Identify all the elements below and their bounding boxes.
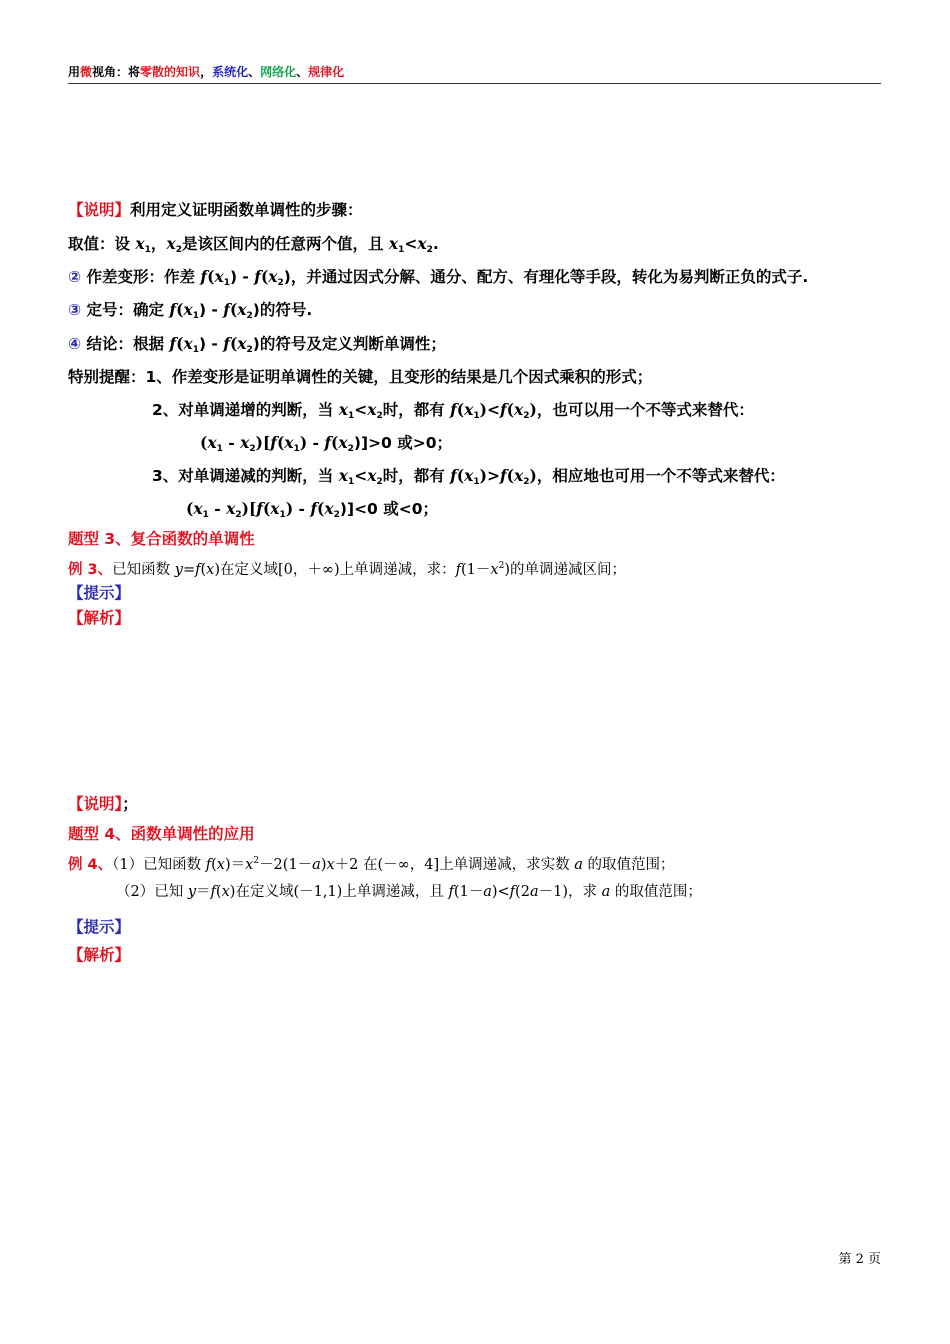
math-var: f: [450, 466, 457, 485]
explain-2: [68, 794, 138, 814]
step-text: 结论：根据: [81, 335, 170, 353]
math-var: f: [310, 499, 318, 518]
hint-tag: 【提示】: [68, 918, 131, 936]
subscript: 2: [376, 411, 383, 421]
tip-2-inequality: [200, 433, 452, 459]
math-var: x: [221, 884, 230, 900]
solution-tag: 【解析】: [68, 946, 131, 964]
example-text: （1）已知函数: [112, 857, 206, 873]
math-var: x: [166, 234, 176, 253]
step-4: ④ 结论：根据 $f(x_1) - f(x_2)$的符号及定义判断单调性；: [68, 334, 446, 355]
section-title: 题型 3、复合函数的单调性: [68, 530, 255, 548]
math-var: x: [464, 400, 474, 419]
tip-1: [68, 367, 652, 387]
tip-text: )<: [479, 400, 500, 419]
math-var: x: [324, 499, 334, 518]
page-header: [68, 64, 881, 84]
math-text: )[: [255, 433, 271, 452]
math-text: -: [208, 499, 227, 518]
explain-text: 利用定义证明函数单调性的步骤：: [130, 201, 363, 219]
math-text: (: [317, 499, 325, 518]
subscript: 2: [249, 444, 256, 454]
step-text: )，并通过因式分解、通分、配方、有理化等手段，转化为易判断正负的式子.: [283, 268, 809, 286]
example-text: ＋2 在(－∞，4]上单调递减，求实数: [334, 857, 575, 873]
subscript: 2: [246, 345, 253, 355]
tip-text: (: [506, 466, 514, 485]
math-var: f: [223, 300, 230, 319]
math-var: a: [601, 884, 611, 900]
example-text: =: [182, 562, 196, 578]
subscript: 2: [523, 411, 530, 421]
step-text: ) -: [198, 301, 224, 319]
math-var: f: [455, 562, 462, 578]
step-text: )的符号.: [252, 301, 313, 319]
math-var: x: [214, 267, 224, 286]
hint-4: [68, 917, 130, 937]
section-title-type-4: [68, 824, 255, 844]
subscript: 1: [279, 510, 286, 520]
tip-text: )>: [479, 466, 500, 485]
example-text: 已知函数: [112, 562, 175, 578]
step-text: 作差变形：作差: [81, 268, 201, 286]
math-var: f: [256, 499, 263, 518]
section-title: 题型 4、函数单调性的应用: [68, 825, 255, 843]
step-1: [68, 234, 439, 260]
math-text: (: [331, 433, 339, 452]
example-text: 的取值范围；: [610, 884, 702, 900]
header-text: 视角：将: [92, 65, 141, 79]
subscript: 1: [473, 477, 480, 487]
math-text: )[: [241, 499, 257, 518]
tip-text: (: [456, 400, 465, 419]
math-var: x: [338, 433, 348, 452]
subscript: 2: [235, 510, 242, 520]
subscript: 1: [347, 477, 355, 487]
example-label: 例 3: [68, 562, 98, 578]
superscript: 2: [253, 856, 260, 866]
math-var: f: [210, 884, 216, 900]
header-text: 微: [80, 65, 93, 79]
math-var: f: [205, 857, 212, 873]
step-2: ② 作差变形：作差 $f(x_1) - f(x_2)$，并通过因式分解、通分、配方、有理化等手段，转化为易判断正负的式子.: [68, 267, 809, 288]
tip-text: 时，都有: [382, 467, 451, 485]
math-var: x: [216, 857, 225, 873]
tip-text: <: [354, 466, 368, 485]
math-var: x: [270, 499, 280, 518]
example-text: )的单调递减区间；: [504, 562, 626, 578]
math-var: x: [245, 857, 254, 873]
math-var: x: [417, 234, 427, 253]
section-title-type-3: [68, 529, 255, 549]
example-text: (1－: [453, 884, 484, 900]
step-text: 定号：确定: [81, 301, 170, 319]
step-text: ) -: [198, 335, 224, 353]
math-var: x: [514, 400, 524, 419]
math-var: x: [226, 499, 236, 518]
header-text: 、: [296, 65, 309, 79]
example-label: 、: [97, 562, 113, 578]
math-var: f: [499, 466, 507, 485]
header-text: ，: [200, 65, 213, 79]
math-var: x: [268, 267, 278, 286]
subscript: 2: [246, 311, 253, 321]
math-text: (: [262, 499, 271, 518]
math-text: (: [200, 433, 208, 452]
subscript: 2: [426, 245, 433, 255]
math-var: x: [193, 499, 203, 518]
tip-text: 3、对单调递减的判断，当: [152, 467, 339, 485]
explain-text: ；: [122, 795, 138, 813]
example-label: 例 4: [68, 857, 98, 873]
subscript: 1: [347, 411, 355, 421]
step-number: ③: [68, 301, 82, 319]
math-text: (: [276, 433, 285, 452]
step-text: 取值：设: [68, 235, 136, 253]
step-3: ③ 定号：确定 $f(x_1) - f(x_2)$的符号.: [68, 300, 313, 321]
header-text: 、: [248, 65, 261, 79]
math-var: f: [223, 334, 230, 353]
subscript: 1: [223, 278, 230, 288]
tip-2: [152, 400, 754, 426]
header-text: 用: [68, 65, 81, 79]
math-var: x: [284, 433, 294, 452]
step-number: ②: [68, 268, 82, 286]
math-var: f: [448, 884, 454, 900]
subscript: 1: [216, 444, 223, 454]
example-text: －2(1－: [259, 857, 313, 873]
example-text: 的取值范围；: [582, 857, 675, 873]
tip-text: ): [529, 400, 537, 419]
subscript: 1: [192, 345, 199, 355]
solution-4: [68, 945, 130, 965]
math-var: f: [254, 267, 261, 286]
example-text: )＝: [224, 857, 246, 873]
header-text: 网络化: [260, 65, 297, 79]
step-text: .: [432, 235, 439, 253]
solution-tag: 【解析】: [68, 609, 131, 627]
tip-text: 特别提醒：1、作差变形是证明单调性的关键，且变形的结果是几个因式乘积的形式；: [68, 368, 653, 386]
example-4-part-1: [68, 851, 675, 875]
subscript: 2: [523, 477, 530, 487]
example-text: (2: [515, 884, 530, 900]
tip-3-inequality: [186, 499, 438, 525]
math-var: a: [483, 884, 492, 900]
header-text: 零散的知识: [140, 65, 201, 79]
explain-tag: 【说明】: [68, 201, 131, 219]
tip-text: (: [506, 400, 514, 419]
superscript: 2: [498, 561, 505, 571]
math-var: x: [338, 400, 348, 419]
tip-text: 2、对单调递增的判断，当: [152, 401, 339, 419]
subscript: 2: [277, 278, 284, 288]
math-var: a: [574, 857, 583, 873]
math-var: x: [207, 433, 217, 452]
math-var: a: [529, 884, 539, 900]
math-var: x: [338, 466, 348, 485]
tip-text: (: [456, 466, 465, 485]
math-var: y: [174, 562, 183, 578]
math-text: ) -: [285, 499, 311, 518]
example-4-part-2: （2）已知 y＝f(x)在定义域(－1,1)上单调递减，且 f(1－a)<f(2a－1)，求 a 的取值范围；: [116, 884, 702, 900]
page-number: 第 2 页: [838, 1252, 881, 1267]
header-text: 系统化: [212, 65, 249, 79]
tip-text: ，也可以用一个不等式来替代：: [536, 401, 754, 419]
math-var: f: [509, 884, 516, 900]
tip-text: ): [529, 466, 537, 485]
example-text: ): [320, 857, 327, 873]
example-text: (1－: [461, 562, 491, 578]
math-var: x: [183, 300, 193, 319]
subscript: 1: [398, 245, 405, 255]
step-text: 是该区间内的任意两个值，且: [181, 235, 389, 253]
math-var: x: [183, 334, 193, 353]
step-number: ④: [68, 335, 82, 353]
example-3: 例 3、已知函数 y=f(x)在定义域[0，＋∞)上单调递减，求：$f(1-x^2)$的单调递减区间；: [68, 561, 626, 578]
math-var: x: [367, 400, 377, 419]
example-text: （2）已知: [116, 884, 188, 900]
math-var: x: [367, 466, 377, 485]
math-text: (: [186, 499, 194, 518]
math-var: x: [237, 300, 247, 319]
step-text: ) -: [229, 268, 255, 286]
tip-text: <: [354, 400, 368, 419]
math-var: f: [270, 433, 277, 452]
math-var: y: [187, 884, 197, 900]
math-text: )]<0 或<0；: [339, 500, 439, 518]
subscript: 2: [333, 510, 340, 520]
math-var: x: [237, 334, 247, 353]
example-label: 、: [97, 857, 113, 873]
example-text: (: [211, 857, 217, 873]
math-text: ) -: [299, 433, 325, 452]
example-text: ＝: [196, 884, 211, 900]
step-text: )的符号及定义判断单调性；: [252, 335, 446, 353]
solution-3: [68, 608, 130, 628]
math-var: x: [388, 234, 399, 253]
math-var: f: [169, 300, 177, 319]
subscript: 2: [347, 444, 354, 454]
math-var: x: [490, 562, 499, 578]
math-var: f: [169, 334, 177, 353]
math-var: f: [450, 400, 457, 419]
example-text: )<: [491, 884, 510, 900]
math-var: x: [135, 234, 145, 253]
math-var: x: [464, 466, 474, 485]
math-var: x: [206, 562, 215, 578]
step-text: ，: [150, 235, 167, 253]
tip-text: ，相应地也可用一个不等式来替代：: [536, 467, 785, 485]
example-text: 在定义域[0，＋∞)上单调递减，求：: [220, 562, 456, 578]
subscript: 1: [473, 411, 480, 421]
example-text: －1)，求: [538, 884, 602, 900]
subscript: 1: [293, 444, 300, 454]
math-text: -: [222, 433, 241, 452]
hint-tag: 【提示】: [68, 584, 131, 602]
math-var: x: [514, 466, 524, 485]
example-text: 在定义域(－1,1)上单调递减，且: [235, 884, 449, 900]
math-var: f: [499, 400, 507, 419]
math-text: )]>0 或>0；: [353, 434, 453, 452]
explain-tag: 【说明】: [68, 795, 123, 813]
subscript: 1: [144, 245, 151, 255]
tip-3: [152, 466, 785, 492]
subscript: 1: [192, 311, 199, 321]
step-text: <: [404, 234, 418, 253]
header-text: 规律化: [308, 65, 345, 79]
subscript: 2: [376, 477, 383, 487]
hint-3: [68, 583, 130, 603]
subscript: 2: [175, 245, 182, 255]
math-var: f: [324, 433, 332, 452]
subscript: 1: [202, 510, 209, 520]
explain-heading: [68, 200, 363, 220]
math-var: x: [240, 433, 250, 452]
math-var: x: [326, 857, 335, 873]
math-var: f: [200, 267, 208, 286]
math-var: f: [195, 562, 201, 578]
math-var: a: [312, 857, 321, 873]
tip-text: 时，都有: [382, 401, 451, 419]
